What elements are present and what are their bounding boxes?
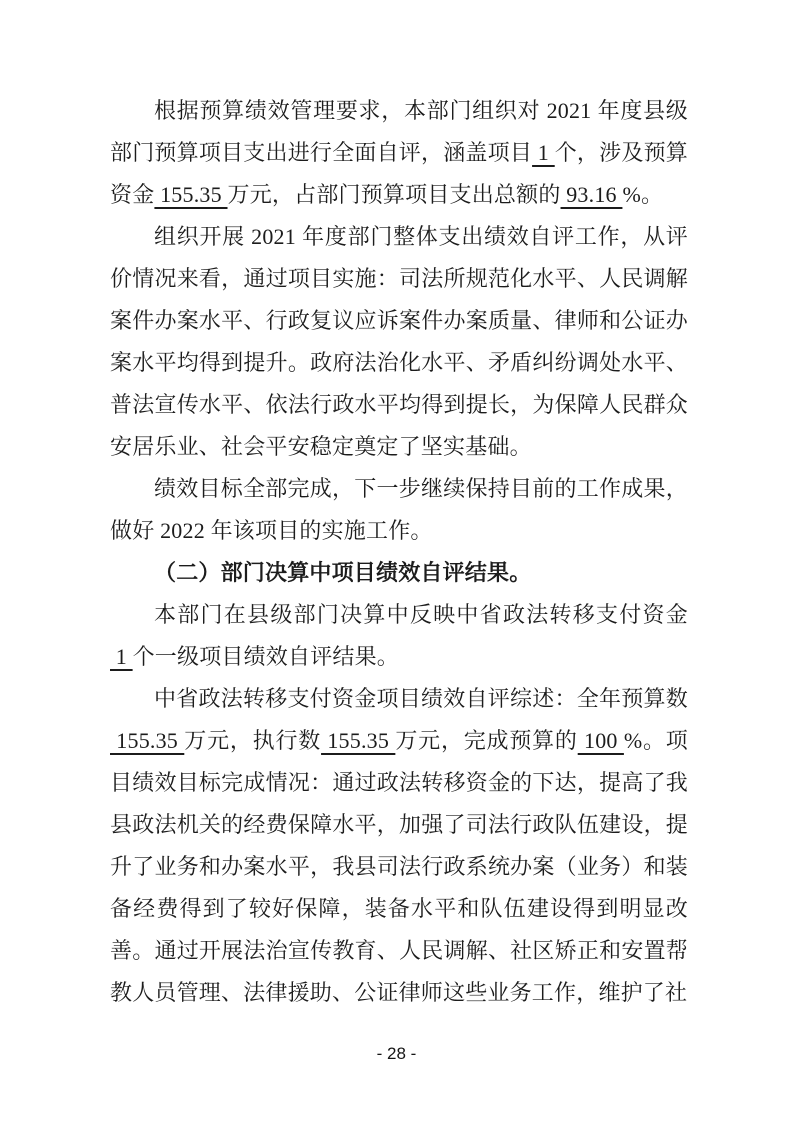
text-run: 万元，占部门预算项目支出总额的 xyxy=(227,182,561,207)
paragraph xyxy=(110,594,688,678)
text-run: 个一级项目绩效自评结果。 xyxy=(132,644,400,669)
text-run: 中省政法转移支付资金项目绩效自评综述：全年预算数 xyxy=(154,686,688,711)
page-number xyxy=(0,1044,793,1064)
paragraph xyxy=(110,90,688,216)
text-run: 绩效目标全部完成，下一步继续保持目前的工作成果，做好 2022 年该项目的实施工作。 xyxy=(110,476,688,543)
text-run: 本部门在县级部门决算中反映中省政法转移支付资金 xyxy=(154,602,688,627)
underlined-value: 155.35 xyxy=(110,728,185,753)
text-run: %。项目绩效目标完成情况：通过政法转移资金的下达，提高了我县政法机关的经费保障水平，加强了司法行政队伍建设，提升了业务和办案水平，我县司法行政系统办案（业务）和装备经费得到了较好保障，装备水平和队伍建设得到明显改善。通过开展法治宣传教育、人民调解、社区矫正和安置帮教人员管理、法律援助、公证律师这些业务工作，维护了社 xyxy=(110,728,689,1005)
underlined-value: 1 xyxy=(110,644,133,669)
page-number-label: - 28 - xyxy=(376,1044,417,1063)
underlined-value: 155.35 xyxy=(321,728,396,753)
document-body xyxy=(110,90,688,1014)
text-run: 万元，完成预算的 xyxy=(395,728,578,753)
section-heading xyxy=(110,552,688,594)
text-run: 根据预算绩效管理要求，本部门组织对 2021 年度县级部门预算项目支出进行全面自评，涵盖项目 xyxy=(110,98,688,165)
paragraph xyxy=(110,678,688,1014)
underlined-value: 1 xyxy=(532,140,555,165)
text-run: 组织开展 2021 年度部门整体支出绩效自评工作，从评价情况来看，通过项目实施：司法所规范化水平、人民调解案件办案水平、行政复议应诉案件办案质量、律师和公证办案水平均得到提升。政府法治化水平、矛盾纠纷调处水平、普法宣传水平、依法行政水平均得到提长，为保障人民群众安居乐业、社会平安稳定奠定了坚实基础。 xyxy=(110,224,688,459)
underlined-value: 93.16 xyxy=(560,182,623,207)
text-run: （二）部门决算中项目绩效自评结果。 xyxy=(154,560,532,585)
text-run: 个，涉及预算资金 xyxy=(110,140,688,207)
underlined-value: 100 xyxy=(577,728,624,753)
text-run: %。 xyxy=(622,182,664,207)
paragraph xyxy=(110,216,688,468)
text-run: 万元，执行数 xyxy=(184,728,322,753)
underlined-value: 155.35 xyxy=(154,182,228,207)
paragraph xyxy=(110,468,688,552)
